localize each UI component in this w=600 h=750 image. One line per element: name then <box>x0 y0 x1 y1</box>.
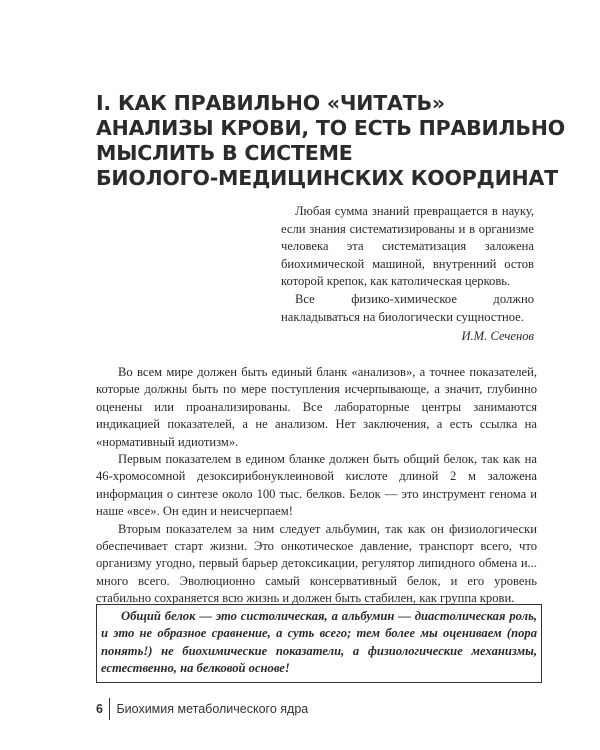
body-paragraph: Во всем мире должен быть единый бланк «анализов», а точнее показателей, которые должны быть по мере поступления исчерпывающе, а значит, глубинно оценены или проанализированы. Все лабораторные центры занимаются индикацией показателей, а не анализом. Нет заключения, а есть ссылка на «нормативный идиотизм». <box>96 365 537 449</box>
chapter-title-line: I. КАК ПРАВИЛЬНО «ЧИТАТЬ» <box>96 91 445 115</box>
running-title: Биохимия метаболического ядра <box>116 702 309 716</box>
page-footer <box>96 698 308 720</box>
body-text <box>96 364 537 608</box>
epigraph-author: И.М. Сеченов <box>461 329 534 344</box>
chapter-title <box>96 91 566 191</box>
chapter-title-line: БИОЛОГО-МЕДИЦИНСКИХ КООРДИНАТ <box>96 166 558 190</box>
body-paragraph: Первым показателем в едином бланке должен быть общий белок, так как на 46-хромосомной дезоксирибонуклеиновой кислоте длиной 2 м заложена информация о синтезе около 100 тыс. белков. Белок — это инструмент генома и наше «все». Он един и неисчерпаем! <box>96 452 537 519</box>
body-paragraph: Вторым показателем за ним следует альбумин, так как он физиологически обеспечивает старт жизни. Это онкотическое давление, транспорт всего, что организму угодно, первый барьер детоксикации, регулятор липидного обмена и... много всего. Эволюционно самый консервативный белок, и его уровень стабильно сохраняется всю жизнь и должен быть стабилен, как группа крови. <box>96 521 537 606</box>
callout-box <box>96 604 542 683</box>
page-number: 6 <box>96 702 103 716</box>
epigraph-paragraph: Все физико-химическое должно накладываться на биологически сущностное. <box>281 291 534 324</box>
footer-divider <box>109 698 111 720</box>
epigraph-paragraph: Любая сумма знаний превращается в науку, если знания систематизированы и в организме человека эта систематизация заложена биохимической машиной, внутренний остов которой крепок, как католическая церковь. <box>281 204 534 289</box>
chapter-title-line: АНАЛИЗЫ КРОВИ, ТО ЕСТЬ ПРАВИЛЬНО <box>96 116 565 140</box>
callout-text: Общий белок — это систолическая, а альбумин — диастолическая роль, и это не образное сравнение, а суть всего; тем более мы оцениваем (пора понять!) не биохимические показатели, а физиологические механизмы, естественно, на белковой основе! <box>101 609 537 676</box>
epigraph <box>281 203 534 346</box>
chapter-title-line: МЫСЛИТЬ В СИСТЕМЕ <box>96 141 353 165</box>
